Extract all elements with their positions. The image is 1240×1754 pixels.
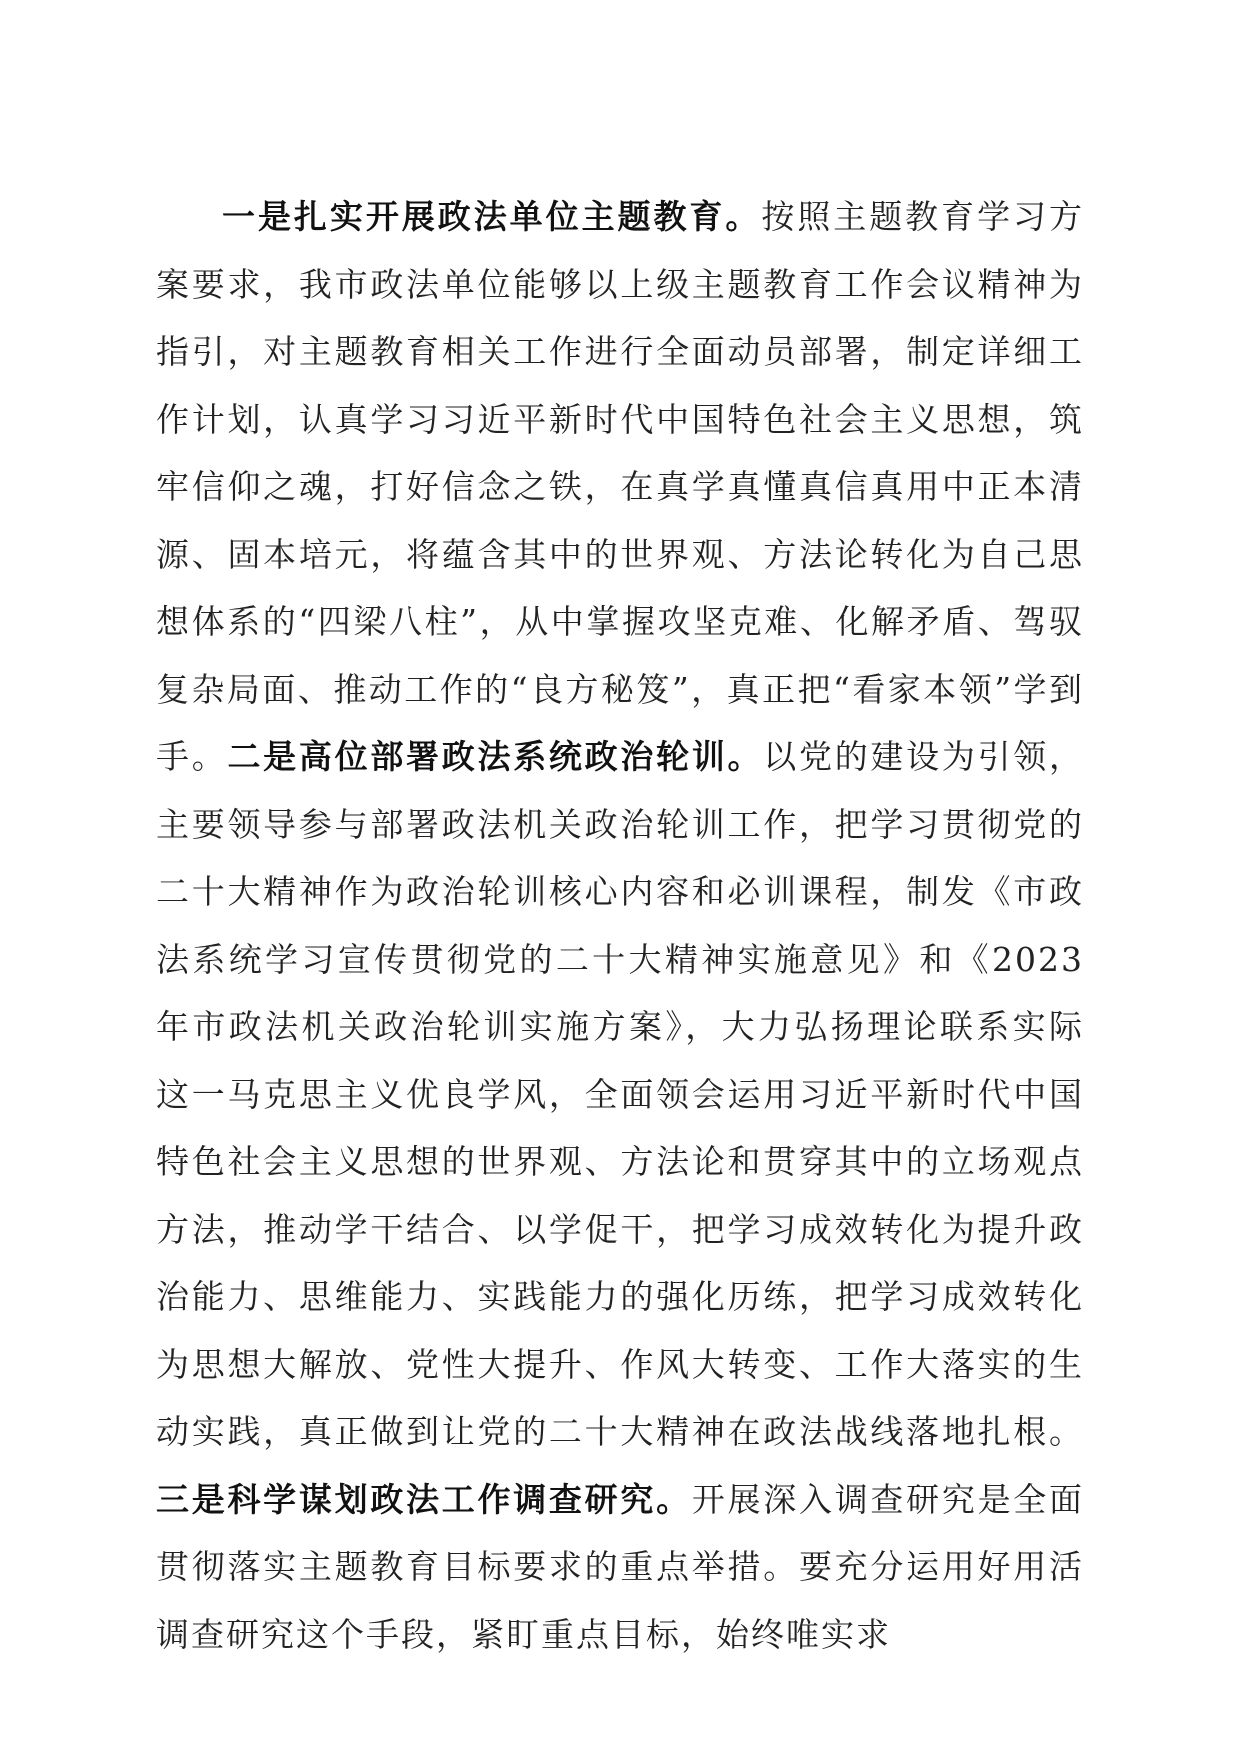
paragraph-text-3: 开展深入调查研究是全面贯彻落实主题教育目标要求的重点举措。要充分运用好用活调查研究这个手段，紧盯重点目标，始终唯实求 bbox=[156, 1479, 1085, 1654]
section-lead-3: 三是科学谋划政法工作调查研究。 bbox=[156, 1479, 692, 1519]
body-paragraph bbox=[156, 183, 1084, 1668]
section-lead-1: 一是扎实开展政法单位主题教育。 bbox=[222, 197, 762, 236]
section-lead-2: 二是高位部署政法系统政治轮训。 bbox=[227, 737, 764, 776]
paragraph-text-2: 以党的建设为引领，主要领导参与部署政法机关政治轮训工作，把学习贯彻党的二十大精神作为政治轮训核心内容和必训课程，制发《市政法系统学习宣传贯彻党的二十大精神实施意见》和《2023年市政法机关政治轮训实施方案》，大力弘扬理论联系实际这一马克思主义优良学风，全面领会运用习近平新时代中国特色社会主义思想的世界观、方法论和贯穿其中的立场观点方法，推动学干结合、以学促干，把学习成效转化为提升政治能力、思维能力、实践能力的强化历练，把学习成效转化为思想大解放、党性大提升、作风大转变、工作大落实的生动实践，真正做到让党的二十大精神在政法战线落地扎根。 bbox=[156, 737, 1085, 1451]
paragraph-text-1: 按照主题教育学习方案要求，我市政法单位能够以上级主题教育工作会议精神为指引，对主题教育相关工作进行全面动员部署，制定详细工作计划，认真学习习近平新时代中国特色社会主义思想，筑牢信仰之魂，打好信念之铁，在真学真懂真信真用中正本清源、固本培元，将蕴含其中的世界观、方法论转化为自己思想体系的“四梁八柱”，从中掌握攻坚克难、化解矛盾、驾驭复杂局面、推动工作的“良方秘笈”，真正把“看家本领”学到手。 bbox=[156, 197, 1085, 776]
